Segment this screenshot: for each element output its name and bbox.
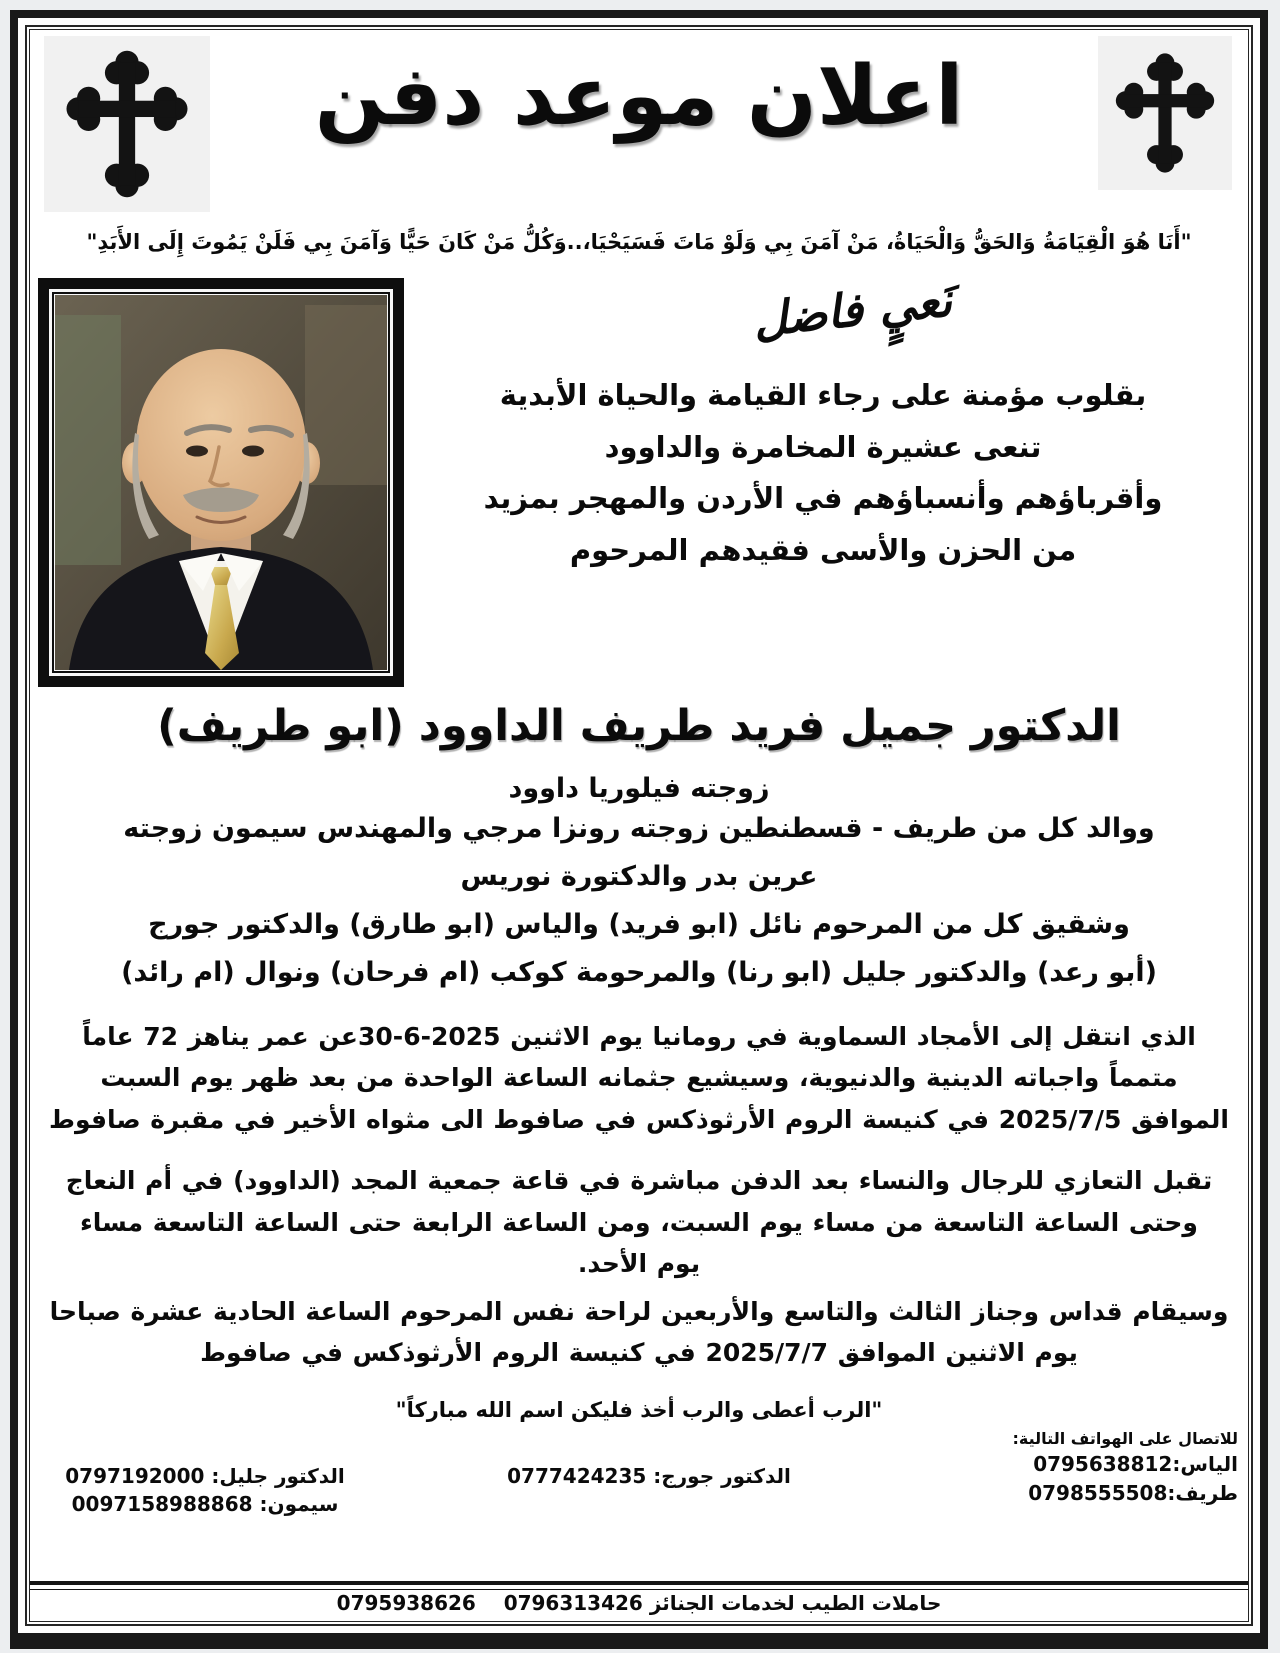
phone-tarif: طريف:0798555508 [1028, 1480, 1238, 1505]
burial-paragraph-line: الذي انتقل إلى الأمجاد السماوية في رومانيا يوم الاثنين 2025-6-30عن عمر يناهز 72 عاماً [82, 1021, 1196, 1051]
funeral-services-footer: حاملات الطيب لخدمات الجنائز 0796313426 0795938626 [30, 1581, 1248, 1621]
budded-cross-icon [1113, 49, 1217, 177]
family-line: عرين بدر والدكتورة نوريس [460, 860, 818, 892]
page-frame-inner-rule [25, 25, 1253, 1626]
page-title: اعلان موعد دفن [314, 49, 964, 144]
burial-paragraph [30, 1016, 1248, 1141]
condolences-paragraph-line: وحتى الساعة التاسعة من مساء يوم السبت، ومن الساعة الرابعة حتى الساعة التاسعة مساء [80, 1207, 1198, 1237]
intro-line: وأقرباؤهم وأنسباؤهم في الأردن والمهجر بمزيد [483, 481, 1163, 516]
burial-paragraph-line: متمماً واجباته الدينية والدنيوية، وسيشيع جثمانه الساعة الواحدة من بعد ظهر يوم السبت [100, 1063, 1178, 1093]
family-lines [30, 806, 1248, 996]
budded-cross-icon [63, 45, 191, 203]
page-frame [10, 10, 1268, 1649]
deceased-name: الدكتور جميل فريد طريف الداوود (ابو طريف) [157, 701, 1121, 751]
wife-line: زوجته فيلوريا داوود [508, 773, 770, 804]
cross-icon-right [1098, 36, 1232, 190]
cross-icon-left [44, 36, 210, 212]
deceased-photo [55, 295, 387, 670]
condolences-paragraph [30, 1160, 1248, 1285]
deceased-photo-frame [38, 278, 404, 687]
intro-text-block [404, 272, 1242, 687]
phone-simon: سيمون: 0097158988868 [71, 1491, 339, 1516]
burial-paragraph-line: الموافق 2025/7/5 في كنيسة الروم الأرثوذكس في صافوط الى مثواه الأخير في مقبرة صافوط [49, 1104, 1229, 1134]
closing-verse: "الرب أعطى والرب أخذ فليكن اسم الله مباركاً" [395, 1397, 883, 1422]
contacts-heading: للاتصال على الهواتف التالية: [1012, 1428, 1238, 1448]
phone-dr-george: الدكتور جورج: 0777424235 [507, 1463, 791, 1488]
contacts-left-column [40, 1428, 370, 1519]
intro-line: بقلوب مؤمنة على رجاء القيامة والحياة الأبدية [499, 378, 1147, 412]
contacts-center-column [370, 1428, 928, 1490]
memorial-mass-line: وسيقام قداس وجناز الثالث والتاسع والأربعين لراحة نفس المرحوم الساعة الحادية عشرة صباحا [49, 1296, 1229, 1326]
intro-line: تنعى عشيرة المخامرة والداوود [604, 429, 1042, 464]
family-line: ووالد كل من طريف - قسطنطين زوجته رونزا مرجي والمهندس سيمون زوجته [123, 813, 1155, 844]
header [30, 30, 1248, 216]
phone-dr-jalil: الدكتور جليل: 0797192000 [65, 1463, 345, 1488]
phone-elias: الياس:0795638812 [1033, 1452, 1238, 1477]
scripture-verse: "أَنَا هُوَ الْقِيَامَةُ وَالحَقُّ وَالْحَيَاةُ، مَنْ آمَنَ بِي وَلَوْ مَاتَ فَسَيَحْيَا،..وَكُلُّ مَنْ كَانَ حَيًّا وَآمَنَ بِي فَلَنْ يَمُوتَ إِلَى الأَبَدِ" [86, 230, 1192, 254]
condolences-paragraph-line: تقبل التعازي للرجال والنساء بعد الدفن مباشرة في قاعة جمعية المجد (الداوود) في أم النعاج [65, 1166, 1213, 1196]
memorial-mass-paragraph [30, 1291, 1248, 1374]
page-content [29, 29, 1249, 1622]
family-line: (أبو رعد) والدكتور جليل (ابو رنا) والمرحومة كوكب (ام فرحان) ونوال (ام رائد) [121, 956, 1157, 988]
family-line: وشقيق كل من المرحوم نائل (ابو فريد) والياس (ابو طارق) والدكتور جورج [148, 908, 1130, 940]
condolences-paragraph-line: يوم الأحد. [577, 1249, 701, 1279]
memorial-mass-line: يوم الاثنين الموافق 2025/7/7 في كنيسة الروم الأرثوذكس في صافوط [200, 1338, 1078, 1368]
intro-line: من الحزن والأسى فقيدهم المرحوم [569, 532, 1077, 567]
contacts-section [30, 1428, 1248, 1519]
contacts-right-column [928, 1428, 1238, 1508]
calligraphy-naei-fadel: نَعيٍ فاضل [750, 272, 955, 348]
main-row [30, 272, 1248, 687]
